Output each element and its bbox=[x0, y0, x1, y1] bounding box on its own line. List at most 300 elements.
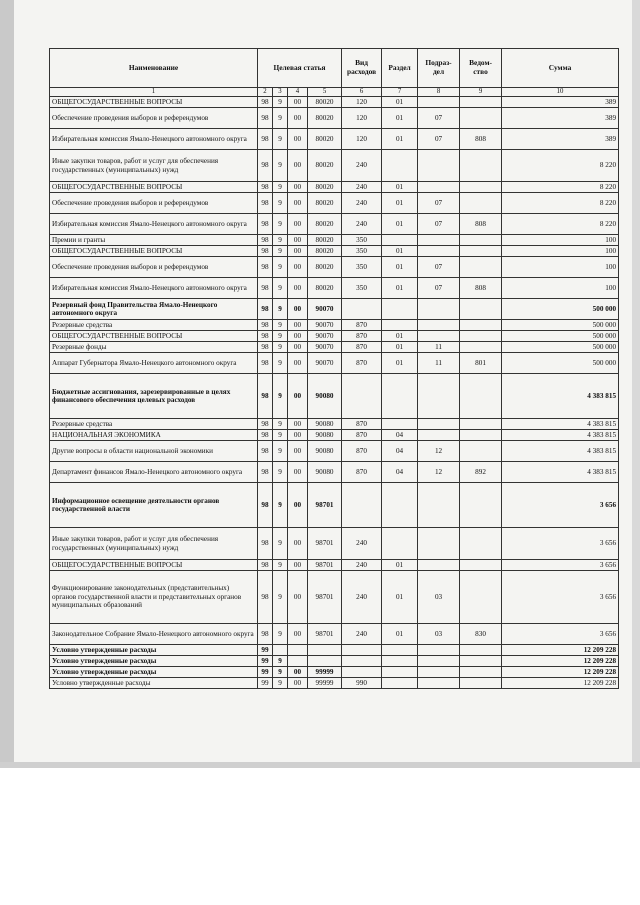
row-code-a: 98 bbox=[258, 235, 273, 246]
row-code-d bbox=[308, 656, 342, 667]
row-podrazdel bbox=[418, 150, 460, 182]
row-code-d: 90070 bbox=[308, 353, 342, 374]
row-code-b: 9 bbox=[273, 214, 288, 235]
row-vid: 990 bbox=[342, 678, 382, 689]
row-code-a: 98 bbox=[258, 462, 273, 483]
row-vedomstvo bbox=[460, 193, 502, 214]
row-name: Иные закупки товаров, работ и услуг для обеспечения государственных (муниципальных) нужд bbox=[50, 150, 258, 182]
row-code-a: 98 bbox=[258, 483, 273, 528]
row-name: ОБЩЕГОСУДАРСТВЕННЫЕ ВОПРОСЫ bbox=[50, 331, 258, 342]
row-code-d: 90080 bbox=[308, 374, 342, 419]
row-code-a: 98 bbox=[258, 353, 273, 374]
row-code-b: 9 bbox=[273, 528, 288, 560]
row-vedomstvo bbox=[460, 571, 502, 624]
column-number: 1 bbox=[50, 88, 258, 97]
row-name: Условно утвержденные расходы bbox=[50, 667, 258, 678]
row-vid: 240 bbox=[342, 193, 382, 214]
row-summa: 500 000 bbox=[502, 353, 619, 374]
table-row bbox=[50, 257, 619, 278]
row-code-d: 80020 bbox=[308, 182, 342, 193]
row-razdel bbox=[382, 299, 418, 320]
row-name: Условно утвержденные расходы bbox=[50, 656, 258, 667]
row-code-b: 9 bbox=[273, 678, 288, 689]
row-code-c bbox=[288, 656, 308, 667]
row-code-d: 80020 bbox=[308, 108, 342, 129]
row-vid: 240 bbox=[342, 560, 382, 571]
row-vid: 120 bbox=[342, 97, 382, 108]
row-code-b: 9 bbox=[273, 342, 288, 353]
row-code-d: 98701 bbox=[308, 624, 342, 645]
row-name: Обеспечение проведения выборов и референдумов bbox=[50, 108, 258, 129]
table-row bbox=[50, 342, 619, 353]
row-podrazdel: 07 bbox=[418, 214, 460, 235]
row-code-a: 98 bbox=[258, 419, 273, 430]
row-vid: 350 bbox=[342, 257, 382, 278]
row-podrazdel bbox=[418, 656, 460, 667]
row-razdel bbox=[382, 419, 418, 430]
row-vid: 240 bbox=[342, 571, 382, 624]
row-code-d: 98701 bbox=[308, 528, 342, 560]
row-name: НАЦИОНАЛЬНАЯ ЭКОНОМИКА bbox=[50, 430, 258, 441]
row-code-c: 00 bbox=[288, 374, 308, 419]
row-code-c bbox=[288, 645, 308, 656]
row-razdel bbox=[382, 150, 418, 182]
row-code-c: 00 bbox=[288, 353, 308, 374]
row-code-d: 98701 bbox=[308, 560, 342, 571]
row-code-b: 9 bbox=[273, 374, 288, 419]
row-razdel: 01 bbox=[382, 246, 418, 257]
row-code-b: 9 bbox=[273, 97, 288, 108]
row-summa: 12 209 228 bbox=[502, 645, 619, 656]
row-name: Функционирование законодательных (представительных) органов государственной власти и представительных органов муниципальных образований bbox=[50, 571, 258, 624]
row-vid: 870 bbox=[342, 462, 382, 483]
table-row bbox=[50, 108, 619, 129]
table-row bbox=[50, 214, 619, 235]
row-vid: 240 bbox=[342, 182, 382, 193]
row-vid: 870 bbox=[342, 419, 382, 430]
row-name: Обеспечение проведения выборов и референдумов bbox=[50, 193, 258, 214]
row-code-a: 98 bbox=[258, 331, 273, 342]
row-code-a: 99 bbox=[258, 656, 273, 667]
row-code-c: 00 bbox=[288, 150, 308, 182]
row-vid bbox=[342, 374, 382, 419]
table-row bbox=[50, 246, 619, 257]
row-code-a: 98 bbox=[258, 299, 273, 320]
row-podrazdel bbox=[418, 645, 460, 656]
row-summa: 12 209 228 bbox=[502, 667, 619, 678]
row-razdel bbox=[382, 374, 418, 419]
row-podrazdel: 07 bbox=[418, 193, 460, 214]
row-vid: 870 bbox=[342, 342, 382, 353]
row-code-a: 99 bbox=[258, 645, 273, 656]
row-summa: 100 bbox=[502, 246, 619, 257]
row-vedomstvo bbox=[460, 374, 502, 419]
row-name: Законодательное Собрание Ямало-Ненецкого автономного округа bbox=[50, 624, 258, 645]
row-razdel: 01 bbox=[382, 97, 418, 108]
row-code-a: 98 bbox=[258, 193, 273, 214]
row-name: Резервные средства bbox=[50, 320, 258, 331]
table-row bbox=[50, 150, 619, 182]
row-code-d: 90070 bbox=[308, 331, 342, 342]
page-shadow-right bbox=[632, 0, 640, 768]
row-vid: 240 bbox=[342, 150, 382, 182]
row-razdel bbox=[382, 667, 418, 678]
row-vedomstvo bbox=[460, 320, 502, 331]
row-name: Резервные фонды bbox=[50, 342, 258, 353]
row-razdel: 01 bbox=[382, 560, 418, 571]
row-code-d: 80020 bbox=[308, 235, 342, 246]
table-row bbox=[50, 299, 619, 320]
row-razdel: 01 bbox=[382, 331, 418, 342]
row-vedomstvo bbox=[460, 678, 502, 689]
row-code-a: 98 bbox=[258, 246, 273, 257]
header-target: Целевая статья bbox=[258, 49, 342, 88]
row-code-c: 00 bbox=[288, 214, 308, 235]
table-row bbox=[50, 462, 619, 483]
row-vid: 870 bbox=[342, 353, 382, 374]
row-vid: 350 bbox=[342, 278, 382, 299]
row-code-c: 00 bbox=[288, 278, 308, 299]
row-code-b: 9 bbox=[273, 108, 288, 129]
row-code-b: 9 bbox=[273, 483, 288, 528]
row-code-a: 98 bbox=[258, 528, 273, 560]
row-summa: 500 000 bbox=[502, 331, 619, 342]
table-row bbox=[50, 278, 619, 299]
row-code-c: 00 bbox=[288, 108, 308, 129]
row-code-d bbox=[308, 645, 342, 656]
row-summa: 8 220 bbox=[502, 150, 619, 182]
row-code-b: 9 bbox=[273, 462, 288, 483]
row-podrazdel bbox=[418, 299, 460, 320]
header-razdel: Раздел bbox=[382, 49, 418, 88]
row-summa: 4 383 815 bbox=[502, 419, 619, 430]
row-summa: 4 383 815 bbox=[502, 441, 619, 462]
row-code-b: 9 bbox=[273, 571, 288, 624]
row-name: Департамент финансов Ямало-Ненецкого автономного округа bbox=[50, 462, 258, 483]
column-number: 8 bbox=[418, 88, 460, 97]
row-podrazdel: 07 bbox=[418, 257, 460, 278]
table-row bbox=[50, 430, 619, 441]
row-code-d: 80020 bbox=[308, 150, 342, 182]
row-podrazdel bbox=[418, 235, 460, 246]
row-code-a: 98 bbox=[258, 441, 273, 462]
row-code-b: 9 bbox=[273, 656, 288, 667]
row-podrazdel bbox=[418, 331, 460, 342]
row-name: Условно утвержденные расходы bbox=[50, 678, 258, 689]
row-code-a: 98 bbox=[258, 560, 273, 571]
table-row bbox=[50, 320, 619, 331]
row-summa: 389 bbox=[502, 129, 619, 150]
row-vedomstvo: 830 bbox=[460, 624, 502, 645]
row-name: ОБЩЕГОСУДАРСТВЕННЫЕ ВОПРОСЫ bbox=[50, 182, 258, 193]
row-code-d: 90070 bbox=[308, 299, 342, 320]
row-code-b: 9 bbox=[273, 560, 288, 571]
row-code-c: 00 bbox=[288, 299, 308, 320]
header-podrazdel: Подраз-дел bbox=[418, 49, 460, 88]
row-vedomstvo bbox=[460, 97, 502, 108]
row-code-b: 9 bbox=[273, 257, 288, 278]
row-code-d: 80020 bbox=[308, 129, 342, 150]
row-code-d: 80020 bbox=[308, 246, 342, 257]
row-vedomstvo bbox=[460, 430, 502, 441]
row-podrazdel bbox=[418, 430, 460, 441]
row-code-d: 80020 bbox=[308, 193, 342, 214]
row-code-a: 98 bbox=[258, 257, 273, 278]
row-code-b: 9 bbox=[273, 278, 288, 299]
row-name: Информационное освещение деятельности органов государственной власти bbox=[50, 483, 258, 528]
row-razdel bbox=[382, 656, 418, 667]
column-number: 6 bbox=[342, 88, 382, 97]
row-code-a: 98 bbox=[258, 150, 273, 182]
row-podrazdel: 12 bbox=[418, 462, 460, 483]
row-name: Иные закупки товаров, работ и услуг для обеспечения государственных (муниципальных) нужд bbox=[50, 528, 258, 560]
row-name: Избирательная комиссия Ямало-Ненецкого автономного округа bbox=[50, 278, 258, 299]
table-row bbox=[50, 528, 619, 560]
column-number: 9 bbox=[460, 88, 502, 97]
table-row bbox=[50, 667, 619, 678]
row-vedomstvo bbox=[460, 246, 502, 257]
row-code-b: 9 bbox=[273, 182, 288, 193]
row-vedomstvo: 808 bbox=[460, 278, 502, 299]
row-code-c: 00 bbox=[288, 193, 308, 214]
row-razdel: 04 bbox=[382, 462, 418, 483]
row-razdel: 01 bbox=[382, 342, 418, 353]
table-row bbox=[50, 235, 619, 246]
row-podrazdel: 07 bbox=[418, 278, 460, 299]
row-code-a: 98 bbox=[258, 374, 273, 419]
row-summa: 8 220 bbox=[502, 214, 619, 235]
row-razdel: 01 bbox=[382, 278, 418, 299]
row-summa: 12 209 228 bbox=[502, 678, 619, 689]
row-code-b: 9 bbox=[273, 235, 288, 246]
row-code-c: 00 bbox=[288, 342, 308, 353]
row-vedomstvo bbox=[460, 342, 502, 353]
row-podrazdel bbox=[418, 419, 460, 430]
row-name: Резервные средства bbox=[50, 419, 258, 430]
row-vid: 240 bbox=[342, 528, 382, 560]
row-razdel: 01 bbox=[382, 571, 418, 624]
row-vedomstvo bbox=[460, 299, 502, 320]
row-code-b: 9 bbox=[273, 129, 288, 150]
row-code-d: 98701 bbox=[308, 571, 342, 624]
row-code-a: 98 bbox=[258, 320, 273, 331]
row-name: Премии и гранты bbox=[50, 235, 258, 246]
table-row bbox=[50, 678, 619, 689]
row-name: Другие вопросы в области национальной экономики bbox=[50, 441, 258, 462]
table-row bbox=[50, 193, 619, 214]
column-number: 5 bbox=[308, 88, 342, 97]
row-summa: 3 656 bbox=[502, 571, 619, 624]
table-row bbox=[50, 571, 619, 624]
row-podrazdel: 07 bbox=[418, 108, 460, 129]
row-vid: 870 bbox=[342, 331, 382, 342]
row-vedomstvo bbox=[460, 182, 502, 193]
row-vedomstvo: 808 bbox=[460, 129, 502, 150]
row-name: ОБЩЕГОСУДАРСТВЕННЫЕ ВОПРОСЫ bbox=[50, 246, 258, 257]
row-code-c: 00 bbox=[288, 667, 308, 678]
row-vid bbox=[342, 645, 382, 656]
row-code-c: 00 bbox=[288, 331, 308, 342]
row-podrazdel bbox=[418, 678, 460, 689]
row-summa: 500 000 bbox=[502, 299, 619, 320]
row-summa: 3 656 bbox=[502, 560, 619, 571]
row-code-d: 98701 bbox=[308, 483, 342, 528]
column-number: 3 bbox=[273, 88, 288, 97]
header-summa: Сумма bbox=[502, 49, 619, 88]
row-vid bbox=[342, 483, 382, 528]
row-code-b: 9 bbox=[273, 419, 288, 430]
row-razdel bbox=[382, 645, 418, 656]
table-row bbox=[50, 374, 619, 419]
row-code-d: 80020 bbox=[308, 214, 342, 235]
table-row bbox=[50, 560, 619, 571]
row-summa: 100 bbox=[502, 278, 619, 299]
row-razdel bbox=[382, 528, 418, 560]
row-code-a: 98 bbox=[258, 430, 273, 441]
row-code-c: 00 bbox=[288, 419, 308, 430]
table-body bbox=[50, 97, 619, 689]
row-summa: 100 bbox=[502, 257, 619, 278]
row-name: Обеспечение проведения выборов и референдумов bbox=[50, 257, 258, 278]
row-vid: 240 bbox=[342, 214, 382, 235]
row-code-d: 90070 bbox=[308, 342, 342, 353]
row-podrazdel bbox=[418, 246, 460, 257]
row-vedomstvo bbox=[460, 441, 502, 462]
row-code-b: 9 bbox=[273, 353, 288, 374]
row-podrazdel bbox=[418, 560, 460, 571]
row-name: Условно утвержденные расходы bbox=[50, 645, 258, 656]
row-podrazdel bbox=[418, 483, 460, 528]
row-code-d: 90080 bbox=[308, 419, 342, 430]
header-vedomstvo: Ведом-ство bbox=[460, 49, 502, 88]
row-vedomstvo: 801 bbox=[460, 353, 502, 374]
row-summa: 3 656 bbox=[502, 528, 619, 560]
row-summa: 4 383 815 bbox=[502, 430, 619, 441]
row-vid: 870 bbox=[342, 441, 382, 462]
row-vid: 120 bbox=[342, 108, 382, 129]
row-name: Резервный фонд Правительства Ямало-Ненецкого автономного округа bbox=[50, 299, 258, 320]
row-podrazdel: 11 bbox=[418, 342, 460, 353]
row-name: ОБЩЕГОСУДАРСТВЕННЫЕ ВОПРОСЫ bbox=[50, 560, 258, 571]
page-shadow-bottom bbox=[0, 762, 640, 768]
row-code-c: 00 bbox=[288, 235, 308, 246]
row-code-a: 98 bbox=[258, 97, 273, 108]
row-podrazdel: 03 bbox=[418, 624, 460, 645]
row-podrazdel bbox=[418, 667, 460, 678]
row-code-c: 00 bbox=[288, 483, 308, 528]
row-code-c: 00 bbox=[288, 320, 308, 331]
table-header-row bbox=[50, 49, 619, 88]
column-number-row bbox=[50, 88, 619, 97]
row-code-c: 00 bbox=[288, 182, 308, 193]
row-vid bbox=[342, 667, 382, 678]
row-code-c: 00 bbox=[288, 571, 308, 624]
row-code-c: 00 bbox=[288, 430, 308, 441]
row-code-c: 00 bbox=[288, 97, 308, 108]
header-name: Наименование bbox=[50, 49, 258, 88]
row-code-a: 98 bbox=[258, 108, 273, 129]
row-summa: 12 209 228 bbox=[502, 656, 619, 667]
row-code-a: 98 bbox=[258, 571, 273, 624]
row-podrazdel: 03 bbox=[418, 571, 460, 624]
row-code-d: 90080 bbox=[308, 430, 342, 441]
row-code-d: 90080 bbox=[308, 462, 342, 483]
row-vid bbox=[342, 299, 382, 320]
column-number: 4 bbox=[288, 88, 308, 97]
row-code-a: 98 bbox=[258, 214, 273, 235]
row-summa: 389 bbox=[502, 108, 619, 129]
row-code-c: 00 bbox=[288, 257, 308, 278]
row-vedomstvo bbox=[460, 560, 502, 571]
row-vedomstvo bbox=[460, 483, 502, 528]
row-summa: 500 000 bbox=[502, 320, 619, 331]
row-razdel bbox=[382, 678, 418, 689]
row-podrazdel bbox=[418, 374, 460, 419]
row-code-a: 99 bbox=[258, 678, 273, 689]
row-code-c: 00 bbox=[288, 528, 308, 560]
row-razdel: 01 bbox=[382, 108, 418, 129]
row-vid: 120 bbox=[342, 129, 382, 150]
row-vid: 240 bbox=[342, 624, 382, 645]
row-razdel: 01 bbox=[382, 353, 418, 374]
row-summa: 389 bbox=[502, 97, 619, 108]
row-code-d: 80020 bbox=[308, 278, 342, 299]
row-summa: 8 220 bbox=[502, 193, 619, 214]
row-code-c: 00 bbox=[288, 462, 308, 483]
row-code-d: 90070 bbox=[308, 320, 342, 331]
row-code-d: 99999 bbox=[308, 678, 342, 689]
row-code-a: 98 bbox=[258, 129, 273, 150]
row-code-b bbox=[273, 645, 288, 656]
row-code-b: 9 bbox=[273, 150, 288, 182]
table-row bbox=[50, 656, 619, 667]
table-row bbox=[50, 97, 619, 108]
row-code-d: 90080 bbox=[308, 441, 342, 462]
row-summa: 4 383 815 bbox=[502, 374, 619, 419]
row-vedomstvo: 808 bbox=[460, 214, 502, 235]
row-razdel: 04 bbox=[382, 430, 418, 441]
row-podrazdel bbox=[418, 528, 460, 560]
row-code-a: 98 bbox=[258, 342, 273, 353]
column-number: 7 bbox=[382, 88, 418, 97]
row-razdel bbox=[382, 483, 418, 528]
row-razdel: 01 bbox=[382, 257, 418, 278]
row-name: Бюджетные ассигнования, зарезервированные в целях финансового обеспечения целевых расходов bbox=[50, 374, 258, 419]
row-code-c: 00 bbox=[288, 441, 308, 462]
row-code-c: 00 bbox=[288, 129, 308, 150]
table-row bbox=[50, 182, 619, 193]
table-row bbox=[50, 624, 619, 645]
budget-table bbox=[49, 48, 619, 689]
row-podrazdel bbox=[418, 320, 460, 331]
row-razdel: 01 bbox=[382, 182, 418, 193]
row-vid: 350 bbox=[342, 235, 382, 246]
row-code-b: 9 bbox=[273, 667, 288, 678]
row-vedomstvo bbox=[460, 235, 502, 246]
row-name: Аппарат Губернатора Ямало-Ненецкого автономного округа bbox=[50, 353, 258, 374]
table-row bbox=[50, 419, 619, 430]
row-name: ОБЩЕГОСУДАРСТВЕННЫЕ ВОПРОСЫ bbox=[50, 97, 258, 108]
row-code-b: 9 bbox=[273, 246, 288, 257]
row-code-b: 9 bbox=[273, 430, 288, 441]
row-code-b: 9 bbox=[273, 299, 288, 320]
row-razdel: 01 bbox=[382, 624, 418, 645]
row-vedomstvo bbox=[460, 528, 502, 560]
row-vedomstvo bbox=[460, 150, 502, 182]
row-code-a: 98 bbox=[258, 182, 273, 193]
row-vid bbox=[342, 656, 382, 667]
row-podrazdel bbox=[418, 97, 460, 108]
